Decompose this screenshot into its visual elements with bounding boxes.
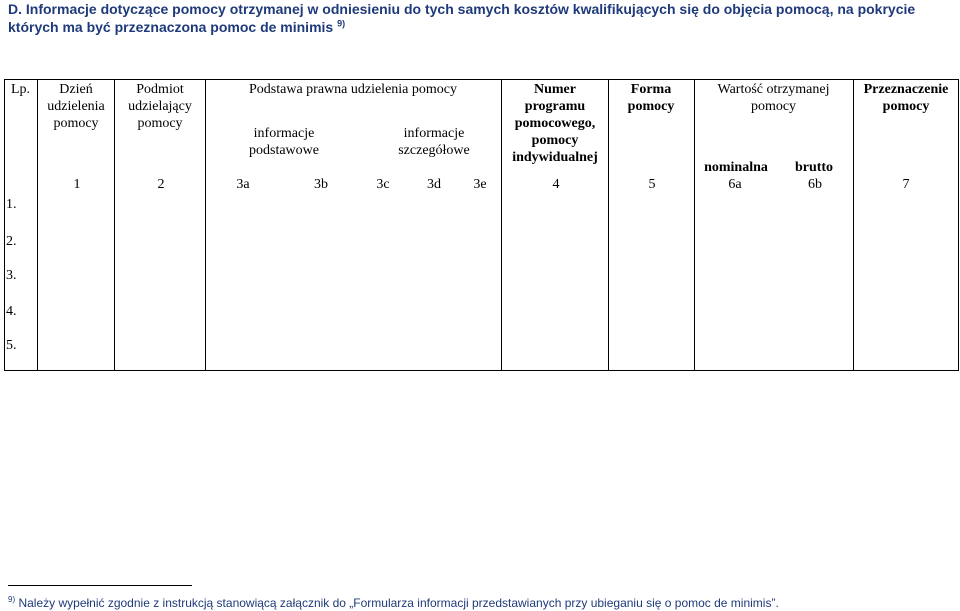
header-brutto: brutto (794, 160, 834, 175)
col-number: 1 (73, 177, 81, 192)
table-right-border (958, 79, 959, 370)
table-bottom-border (4, 370, 959, 371)
table-left-border (4, 79, 5, 370)
col-number: 3a (236, 177, 250, 192)
col-number: 3c (376, 177, 390, 192)
section-heading (8, 0, 953, 36)
col-number: 6a (728, 177, 742, 192)
aid-info-table (4, 79, 959, 370)
header-podmiot: Podmiot udzielający pomocy (128, 82, 192, 131)
row-label: 3. (6, 268, 17, 283)
col-number: 3b (314, 177, 328, 192)
header-informacje-podstawowe: informacje podstawowe (249, 126, 319, 158)
header-przeznaczenie: Przeznaczenie pomocy (863, 82, 949, 114)
header-wartosc: Wartość otrzymanej pomocy (717, 82, 830, 114)
row-label: 5. (6, 338, 17, 353)
col-number: 7 (902, 177, 910, 192)
footnote-ref: 9) (337, 18, 346, 29)
header-forma-pomocy: Forma pomocy (627, 82, 675, 114)
col-number: 4 (552, 177, 560, 192)
row-label: 2. (6, 234, 17, 249)
col-divider (853, 79, 854, 370)
col-divider (114, 79, 115, 370)
footnote-separator (8, 585, 192, 586)
col-number: 6b (808, 177, 822, 192)
header-lp: Lp. (10, 82, 31, 97)
section-heading-text: D. Informacje dotyczące pomocy otrzymanej w odniesieniu do tych samych kosztów kwalifikujących się do objęcia pomocą, na pokrycie których ma być przeznaczona pomoc de minimis (8, 1, 916, 35)
header-dzien: Dzień udzielenia pomocy (47, 82, 105, 131)
table-top-border (4, 79, 959, 80)
col-divider (694, 79, 695, 370)
col-number: 5 (648, 177, 656, 192)
col-number: 3e (473, 177, 487, 192)
footnote-marker: 9) (8, 595, 16, 604)
header-nominalna: nominalna (704, 160, 768, 175)
col-divider (205, 79, 206, 370)
footnote (8, 592, 953, 611)
col-number: 3d (427, 177, 441, 192)
col-divider (37, 79, 38, 370)
col-divider (608, 79, 609, 370)
header-numer-programu: Numer programu pomocowego, pomocy indywidualnej (512, 82, 598, 165)
row-label: 1. (6, 197, 17, 212)
header-podstawa: Podstawa prawna udzielenia pomocy (249, 82, 457, 97)
row-label: 4. (6, 304, 17, 319)
col-number: 2 (157, 177, 165, 192)
col-divider (501, 79, 502, 370)
header-informacje-szczegolowe: informacje szczegółowe (398, 126, 470, 158)
footnote-text: Należy wypełnić zgodnie z instrukcją stanowiącą załącznik do „Formularza informacji przedstawianych przy ubieganiu się o pomoc de minimis”. (18, 596, 779, 610)
